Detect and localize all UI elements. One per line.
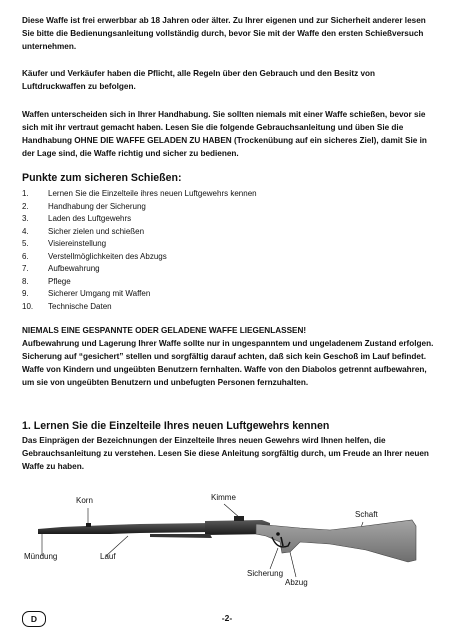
intro-paragraph: Diese Waffe ist frei erwerbbar ab 18 Jahren oder älter. Zu Ihrer eigenen und zur Sicherheit anderer lesen Sie bitte die Bedienungsanleitung vollständig durch, bevor Sie mit der Waffe den ersten Schießversuch unternehmen. xyxy=(22,16,426,51)
toc-item xyxy=(22,213,322,226)
toc-item-text: Sicher zielen und schießen xyxy=(48,226,145,236)
toc-item xyxy=(22,226,322,239)
toc-list xyxy=(22,188,322,313)
toc-item xyxy=(22,301,322,314)
toc-item-number: 4. xyxy=(22,226,29,236)
label-korn: Korn xyxy=(76,496,93,505)
toc-heading: Punkte zum sicheren Schießen: xyxy=(22,172,182,184)
label-schaft: Schaft xyxy=(355,510,378,519)
toc-item xyxy=(22,263,322,276)
section1-body: Das Einprägen der Bezeichnungen der Einzelteile Ihres neuen Gewehrs wird Ihnen helfen, die Gebrauchsanleitung zu verstehen. Lesen Sie diese Anleitung sorgfältig durch, um Freude an Ihrer neuen Waffe zu haben. xyxy=(22,436,429,471)
toc-item-number: 9. xyxy=(22,289,29,298)
toc-item-text: Sicherer Umgang mit Waffen xyxy=(48,289,151,298)
air-rifle-illustration xyxy=(0,490,454,600)
duty-paragraph: Käufer und Verkäufer haben die Pflicht, alle Regeln über den Gebrauch und den Besitz von Luftdruckwaffen zu befolgen. xyxy=(22,69,376,91)
toc-item xyxy=(22,288,322,301)
toc-item-number: 6. xyxy=(22,251,29,261)
toc-item xyxy=(22,201,322,214)
toc-item-text: Lernen Sie die Einzelteile ihres neuen Luftgewehrs kennen xyxy=(48,189,257,198)
warning-body: Aufbewahrung und Lagerung Ihrer Waffe sollte nur in ungespanntem und ungeladenem Zustand erfolgen. Sicherung auf “gesichert” stellen und sorgfältig darauf achten, daß sich kein Geschoß im Lauf befindet. Waffe von Kindern und ungeübten Benutzern fernhalten. Waffe von den Diabolos getrennt aufbewahren, um sie von ungeübten Benutzern und unbefugten Personen fernzuhalten. xyxy=(22,339,434,387)
language-badge: D xyxy=(22,611,46,627)
label-abzug: Abzug xyxy=(285,578,308,587)
toc-item-text: Handhabung der Sicherung xyxy=(48,201,146,211)
toc-item xyxy=(22,188,322,201)
toc-item-number: 2. xyxy=(22,201,29,211)
warning-title: NIEMALS EINE GESPANNTE ODER GELADENE WAFFE LIEGENLASSEN! xyxy=(22,326,307,335)
page-number: -2- xyxy=(221,613,233,623)
toc-item xyxy=(22,238,322,251)
toc-item-number: 5. xyxy=(22,239,29,248)
toc-item-text: Verstellmöglichkeiten des Abzugs xyxy=(48,251,167,261)
handling-paragraph: Waffen unterscheiden sich in Ihrer Handhabung. Sie sollten niemals mit einer Waffe schießen, bevor sie sich mit ihr vertraut gemacht haben. Lesen Sie die folgende Gebrauchsanleitung und üben Sie die Handhabung OHNE DIE WAFFE GELADEN ZU HABEN (Trockenübung auf ein sicheres Ziel), damit Sie in der Lage sind, die Waffe richtig und sicher zu bedienen. xyxy=(22,110,427,158)
label-lauf: Lauf xyxy=(100,552,116,561)
label-muendung: Mündung xyxy=(24,552,58,561)
section1-heading: 1. Lernen Sie die Einzelteile Ihres neuen Luftgewehrs kennen xyxy=(22,420,330,432)
toc-item-number: 1. xyxy=(22,189,29,198)
toc-item-number: 7. xyxy=(22,264,29,273)
label-kimme: Kimme xyxy=(211,493,236,502)
toc-item xyxy=(22,251,322,264)
toc-item-text: Aufbewahrung xyxy=(48,264,100,273)
air-rifle-diagram xyxy=(0,490,454,600)
toc-item-text: Laden des Luftgewehrs xyxy=(48,214,132,223)
toc-item-number: 8. xyxy=(22,276,29,286)
label-sicherung: Sicherung xyxy=(247,569,284,578)
toc-item-text: Pflege xyxy=(48,276,71,286)
toc-item xyxy=(22,276,322,289)
toc-item-text: Visiereinstellung xyxy=(48,239,107,248)
toc-item-text: Technische Daten xyxy=(48,301,112,311)
toc-item-number: 10. xyxy=(22,301,34,311)
toc-item-number: 3. xyxy=(22,214,29,223)
